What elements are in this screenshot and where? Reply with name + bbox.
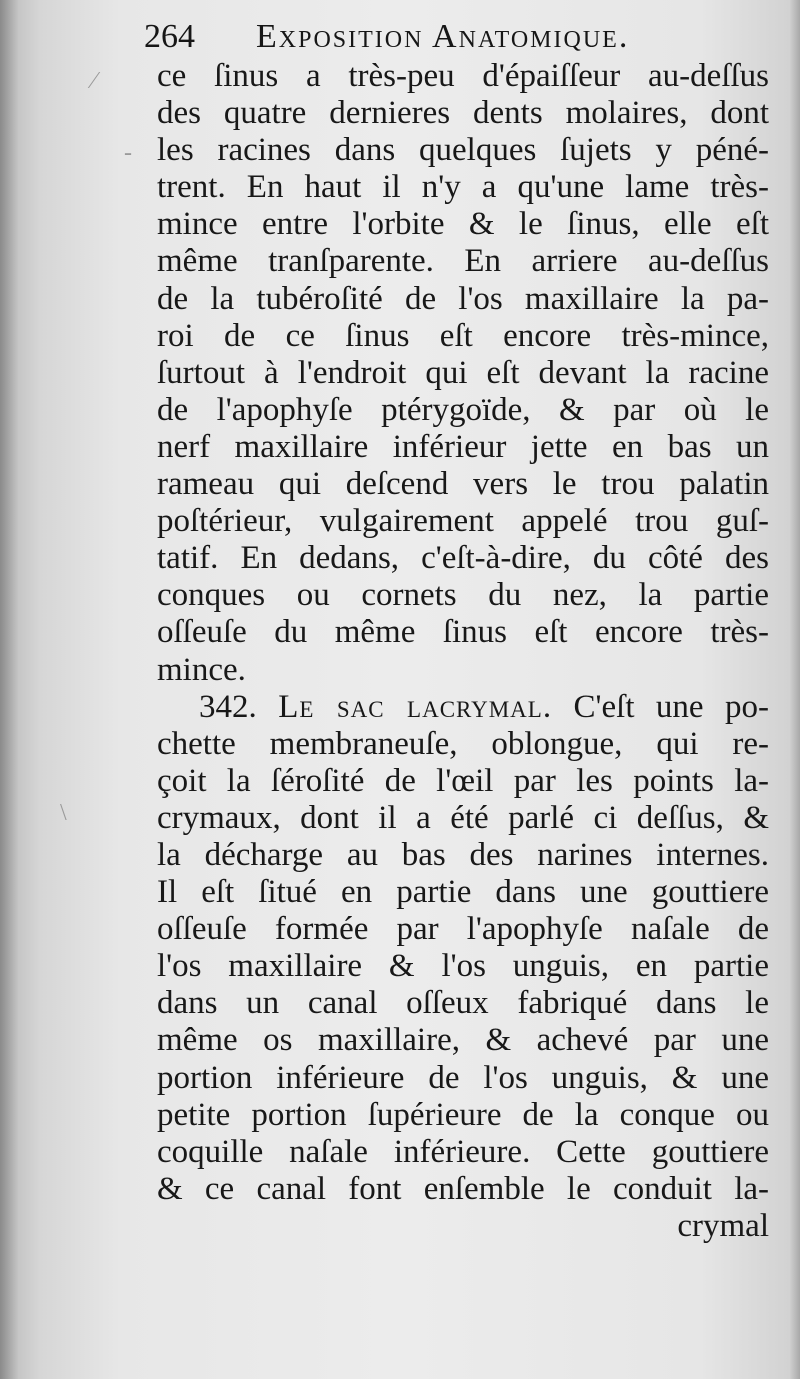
- running-header: [140, 18, 700, 62]
- running-title: Exposition Anatomique.: [256, 18, 630, 55]
- text-line: les racines dans quelques ſujets y péné-: [157, 132, 769, 169]
- section-number: 342.: [199, 688, 257, 725]
- margin-mark: ⁄: [92, 68, 97, 94]
- text-line: crymaux, dont il a été parlé ci deſſus, &: [157, 799, 769, 836]
- text-line: conques ou cornets du nez, la partie: [157, 577, 769, 614]
- text-line: & ce canal font enſemble le conduit la-: [157, 1170, 769, 1207]
- catchword: crymal: [677, 1207, 769, 1244]
- text-line: de l'apophyſe ptérygoïde, & par où le: [157, 391, 769, 428]
- text-line: trent. En haut il n'y a qu'une lame très-: [157, 169, 769, 206]
- text-line: la décharge au bas des narines internes.: [157, 836, 769, 873]
- text-line: l'os maxillaire & l'os unguis, en partie: [157, 948, 769, 985]
- text-line: rameau qui deſcend vers le trou palatin: [157, 466, 769, 503]
- page-number: 264: [144, 18, 195, 55]
- text-line: poſtérieur, vulgairement appelé trou guſ-: [157, 503, 769, 540]
- text-line: mince.: [157, 651, 246, 688]
- text-line: coquille naſale inférieure. Cette gouttiere: [157, 1133, 769, 1170]
- margin-mark: \: [60, 800, 67, 826]
- text-line: çoit la ſéroſité de l'œil par les points la-: [157, 762, 769, 799]
- text-line: roi de ce ſinus eſt encore très-mince,: [157, 317, 769, 354]
- section-first-line: [157, 689, 769, 726]
- text-line: tatif. En dedans, c'eſt-à-dire, du côté des: [157, 540, 769, 577]
- section-342: [157, 689, 769, 1245]
- text-line: même tranſparente. En arriere au-deſſus: [157, 243, 769, 280]
- text-line: Il eſt ſitué en partie dans une gouttiere: [157, 874, 769, 911]
- text-line: mince entre l'orbite & le ſinus, elle eſt: [157, 206, 769, 243]
- text-line: dans un canal oſſeux fabriqué dans le: [157, 985, 769, 1022]
- section-first-line-text: C'eſt une po-: [573, 688, 770, 725]
- paragraph-continued: [157, 58, 769, 689]
- text-line: des quatre dernieres dents molaires, dont: [157, 95, 769, 132]
- text-body: [157, 58, 769, 1245]
- text-line: oſſeuſe formée par l'apophyſe naſale de: [157, 911, 769, 948]
- margin-mark: -: [124, 140, 132, 166]
- text-line: portion inférieure de l'os unguis, & une: [157, 1059, 769, 1096]
- text-line: ſurtout à l'endroit qui eſt devant la racine: [157, 354, 769, 391]
- text-line: chette membraneuſe, oblongue, qui re-: [157, 725, 769, 762]
- section-heading: Le sac lacrymal.: [278, 688, 553, 725]
- text-line: ce ſinus a très-peu d'épaiſſeur au-deſſus: [157, 58, 769, 94]
- text-line: oſſeuſe du même ſinus eſt encore très-: [157, 614, 769, 651]
- text-line: de la tubéroſité de l'os maxillaire la pa-: [157, 280, 769, 317]
- text-line: nerf maxillaire inférieur jette en bas un: [157, 428, 769, 465]
- text-line: même os maxillaire, & achevé par une: [157, 1022, 769, 1059]
- section-text: [157, 726, 769, 1208]
- page-gutter-shadow: [0, 0, 18, 1379]
- page-edge-shadow: [790, 0, 800, 1379]
- text-line: petite portion ſupérieure de la conque ou: [157, 1096, 769, 1133]
